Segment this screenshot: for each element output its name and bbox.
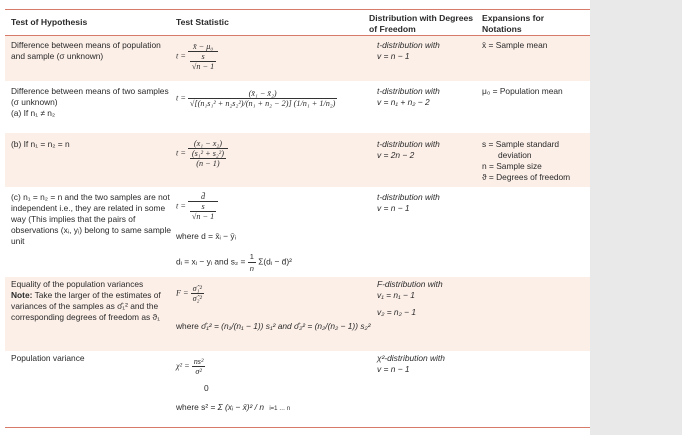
row6-zero: 0 [204,383,209,393]
header-statistic: Test Statistic [176,17,229,27]
row4-dist-1: t-distribution with [377,192,440,202]
row2-test-sub: (a) If n₁ ≠ n₂ [11,108,56,118]
row1-formula: t = x̄ − μ₀ s √n − 1 [176,42,218,71]
row5-where: where σ̂₁² = (n₁/(n₁ − 1)) s₁² and σ̂₂² = (n₂/(n₂ − 1)) s₂² [176,321,371,331]
row3-exp-4: ϑ = Degrees of freedom [482,172,571,182]
row6-dist-1: χ²-distribution with [377,353,445,363]
bottom-rule [5,427,590,428]
row5-dist-3: v₂ = n₂ − 1 [377,307,416,317]
row2-exp-1: μ₀ = Population mean [482,86,563,96]
row6-test: Population variance [11,353,85,363]
row3-exp-3: n = Sample size [482,161,542,171]
row4-where2: dᵢ = xᵢ − yᵢ and s₂ = $\frac{1}{n}$ Σ(dᵢ − d̄)² [176,252,292,273]
row2-formula: t = $\frac{\text{(x̄₁ − x̄₂)}}{\text{√[(n₁s₁² + n₂s₂²)/(n₁ + n₂ − 2)] (1/n₁ + 1/n₂)}}$ [176,89,336,108]
row1-dist-2: v = n − 1 [377,51,410,61]
row6-dist-2: v = n − 1 [377,364,410,374]
top-rule [5,9,590,10]
row1-dist-1: t-distribution with [377,40,440,50]
row5-dist-1: F-distribution with [377,279,443,289]
row3-dist-2: v = 2n − 2 [377,150,415,160]
row3-exp-1: s = Sample standard [482,139,560,149]
row4-formula: t = d̄ s √n − 1 [176,192,218,221]
row3-dist-1: t-distribution with [377,139,440,149]
row2-test: Difference between means of two samples (σ unknown) [11,86,169,107]
row4-dist-2: v = n − 1 [377,203,410,213]
header-test: Test of Hypothesis [11,17,88,27]
side-panel [590,0,682,435]
row5-formula: F = $\frac{\text{σ̂₁²}}{\text{σ̂₂²}}$ [176,284,202,303]
row3-exp-2: deviation [498,150,532,160]
header-distribution: Distribution with Degrees of Freedom [369,13,474,34]
row5-test: Equality of the population variances [11,279,144,289]
row3-test: (b) If n₁ = n₂ = n [11,139,70,149]
row1-exp-1: x̄ = Sample mean [482,40,548,50]
row5-dist-2: v₁ = n₁ − 1 [377,290,415,300]
row6-formula: χ² = $\frac{\text{ns²}}{\text{σ²}}$ [176,357,204,376]
row6-where: where s² = Σ (xᵢ − x̄)² / n i=1 … n [176,402,291,412]
row4-where1: where d = x̄ᵢ − ȳᵢ [176,231,236,241]
row3-formula: t = (x₁ − x₂) (s₁² + s₂²) (n − 1) [176,139,228,168]
row5-note: Note: Take the larger of the estimates of variances of the samples as σ̂₁² and the corresponding degrees of freedom as ϑ₁ [11,290,161,322]
header-expansions: Expansions for Notations [482,13,545,34]
row2-dist-1: t-distribution with [377,86,440,96]
row2-dist-2: v = n₁ + n₂ − 2 [377,97,430,107]
row4-test: (c) n₁ = n₂ = n and the two samples are not independent i.e., they are related in some way (This implies that the pairs of observations (xᵢ, yᵢ) belong to same sample unit [11,192,171,246]
row1-test: Difference between means of population and sample (σ unknown) [11,40,161,61]
